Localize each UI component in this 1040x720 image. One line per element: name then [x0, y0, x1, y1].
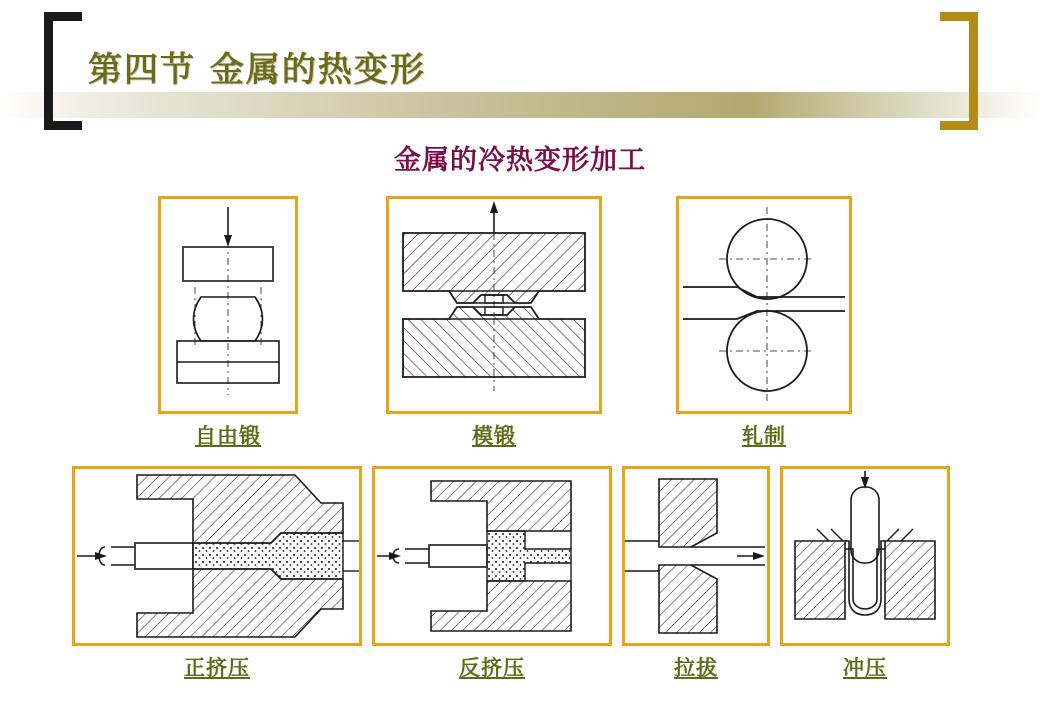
page-title: 第四节 金属的热变形 [88, 50, 426, 90]
figure-image-backward-extrusion [372, 466, 612, 646]
slide-header [0, 0, 1040, 140]
figure-image-stamping [780, 466, 950, 646]
figure-die-forging [386, 196, 602, 446]
figure-caption-die-forging: 模锻 [472, 424, 516, 448]
figure-caption-backward-extrusion: 反挤压 [459, 656, 525, 680]
figure-backward-extrusion [372, 466, 612, 678]
title-gradient-band [0, 92, 1040, 118]
section-subtitle: 金属的冷热变形加工 [394, 145, 646, 176]
figure-image-rolling [676, 196, 852, 414]
bracket-right-icon [940, 12, 978, 130]
figure-caption-rolling: 轧制 [742, 424, 786, 448]
bracket-left-icon [44, 12, 82, 130]
figure-rolling [676, 196, 852, 446]
figure-image-forward-extrusion [72, 466, 362, 646]
figure-caption-forward-extrusion: 正挤压 [184, 656, 250, 680]
figure-forward-extrusion [72, 466, 362, 678]
figure-caption-drawing: 拉拔 [674, 656, 718, 680]
figure-image-drawing [622, 466, 770, 646]
figure-image-free-forging [158, 196, 298, 414]
figure-caption-free-forging: 自由锻 [195, 424, 261, 448]
figure-image-die-forging [386, 196, 602, 414]
figure-caption-stamping: 冲压 [843, 656, 887, 680]
figure-drawing [622, 466, 770, 678]
figure-free-forging [158, 196, 298, 446]
figure-stamping [780, 466, 950, 678]
